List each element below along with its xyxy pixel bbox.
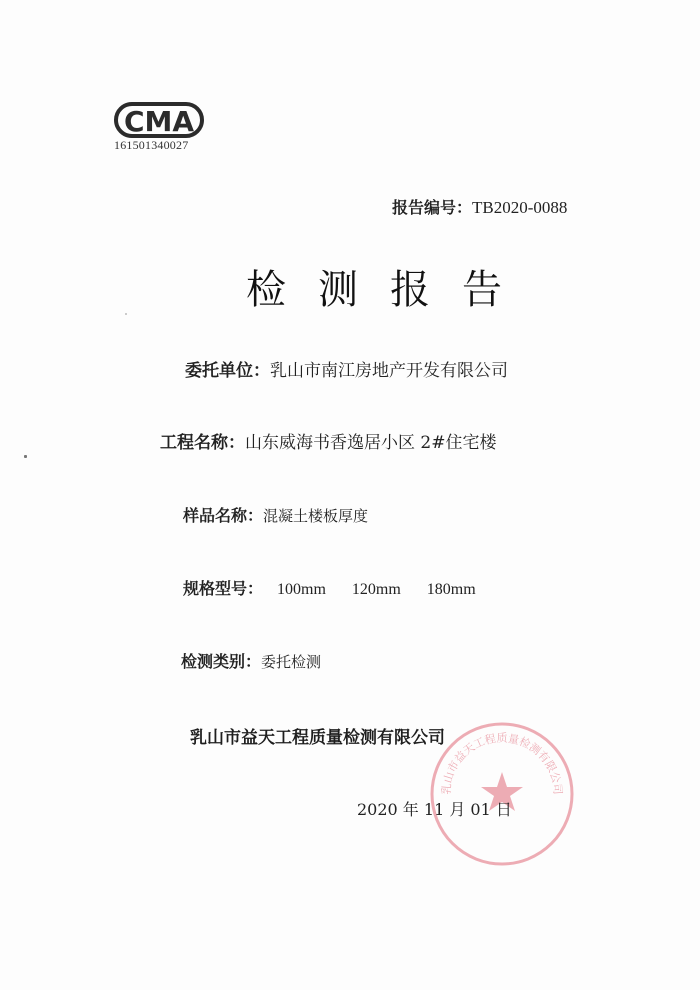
project-value: 山东威海书香逸居小区 2#住宅楼 <box>245 433 497 453</box>
project-label: 工程名称： <box>160 433 245 453</box>
document-title: 检测报告 <box>246 267 534 313</box>
report-number <box>392 195 567 218</box>
client-field <box>185 356 508 381</box>
cma-logo <box>113 100 205 142</box>
cma-logo-text: CMA <box>123 105 195 138</box>
sample-value: 混凝土楼板厚度 <box>263 507 369 525</box>
report-number-value: TB2020-0088 <box>472 198 568 217</box>
testing-organization: 乳山市益天工程质量检测有限公司 <box>190 728 445 748</box>
spec-value: 180mm <box>426 581 476 598</box>
spec-field <box>183 576 476 599</box>
cma-number: 161501340027 <box>114 138 189 152</box>
report-number-label: 报告编号： <box>392 198 473 217</box>
seal-text: 乳山市益天工程质量检测有限公司 <box>439 731 565 796</box>
type-field <box>181 649 321 672</box>
spec-label: 规格型号： <box>183 579 264 598</box>
client-label: 委托单位： <box>185 361 270 381</box>
spec-value: 120mm <box>351 581 401 598</box>
official-seal-stamp <box>426 718 578 870</box>
report-date: 2020 年 11 月 01 日 <box>357 800 512 819</box>
sample-label: 样品名称： <box>183 506 264 525</box>
client-value: 乳山市南江房地产开发有限公司 <box>270 361 508 381</box>
project-field <box>160 428 496 453</box>
type-value: 委托检测 <box>261 653 322 671</box>
sample-field <box>183 503 368 526</box>
scan-speck <box>24 455 27 458</box>
spec-values <box>277 579 476 598</box>
spec-value: 100mm <box>277 581 326 598</box>
type-label: 检测类别： <box>181 652 262 671</box>
scan-speck <box>125 313 127 315</box>
